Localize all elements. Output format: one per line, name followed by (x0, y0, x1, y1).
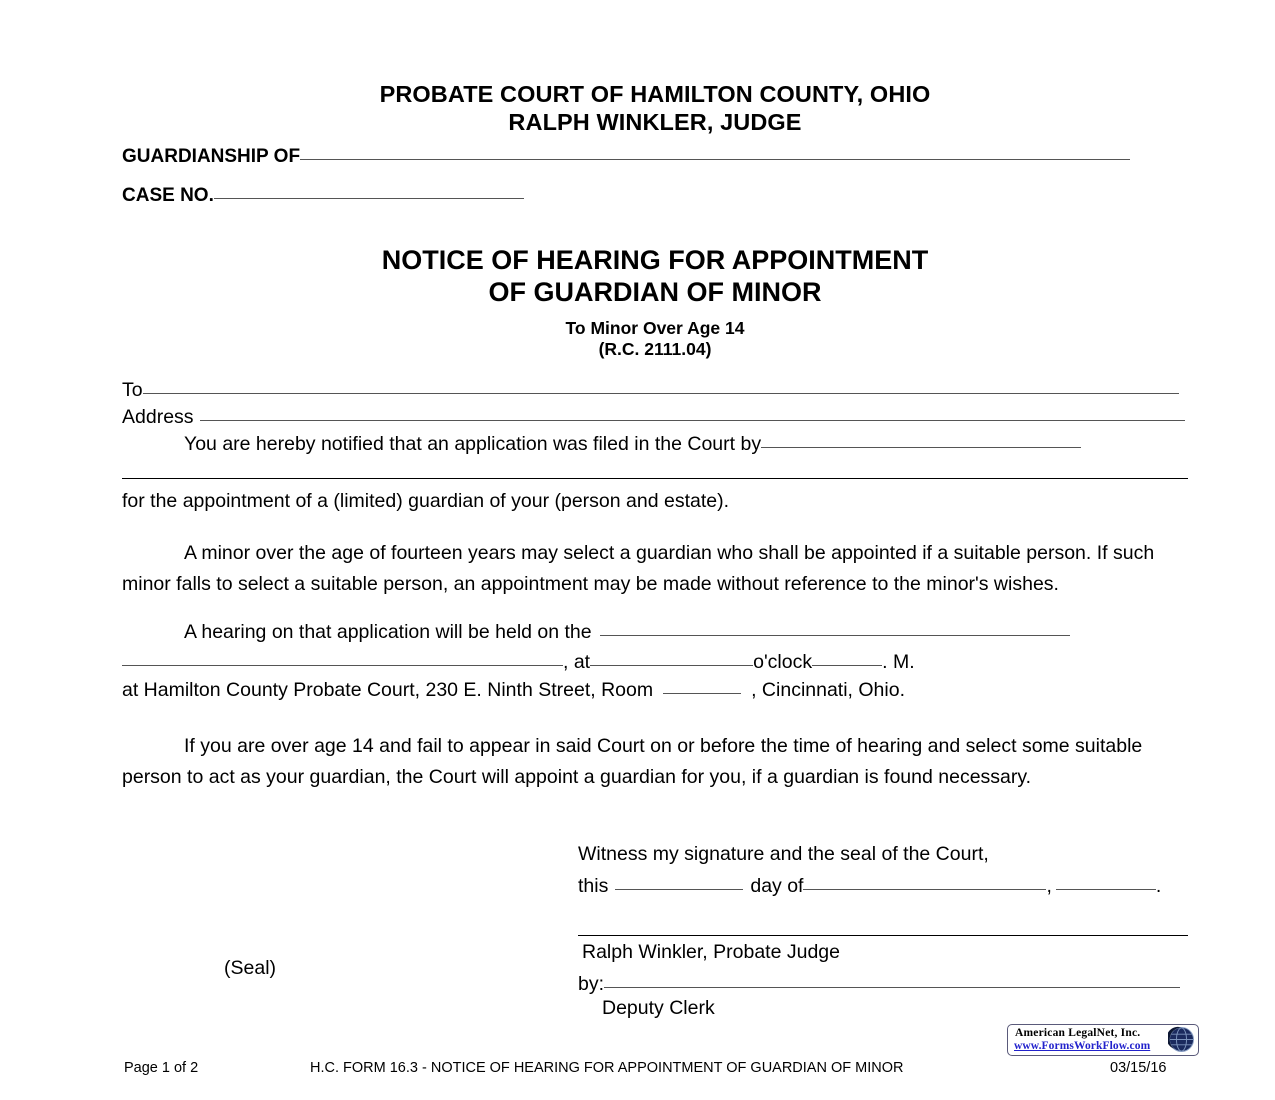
judge-signature-line[interactable] (578, 935, 1188, 936)
notice-purpose-text: for the appointment of a (limited) guardian of your (person and estate). (122, 490, 730, 512)
page-title (122, 244, 1188, 308)
hearing-time-input-line[interactable] (590, 665, 753, 666)
address-label: Address (122, 406, 194, 428)
hearing-date-continuation-line[interactable] (122, 665, 563, 666)
ampm-suffix: . M. (882, 651, 915, 673)
appearance-warning-paragraph (122, 731, 1182, 793)
deputy-signature-field (578, 972, 1180, 996)
deputy-signature-input-line[interactable] (604, 987, 1180, 988)
guardianship-label: GUARDIANSHIP OF (122, 146, 301, 167)
this-label: this (578, 875, 609, 897)
applicant-continuation-line[interactable] (122, 478, 1188, 479)
date-period: . (1155, 875, 1162, 897)
by-label: by: (578, 973, 605, 995)
deputy-clerk-text: Deputy Clerk (602, 997, 715, 1019)
oclock-label: o'clock (753, 651, 813, 673)
page-subtitle-line2: (R.C. 2111.04) (598, 339, 712, 359)
witness-text: Witness my signature and the seal of the Court, (578, 843, 989, 865)
hearing-location-line (122, 678, 905, 702)
case-number-label: CASE NO. (122, 185, 214, 206)
day-of-label: day of (750, 875, 804, 897)
notice-lead-text: You are hereby notified that an application was filed in the Court by (184, 433, 762, 455)
globe-icon (1168, 1026, 1195, 1053)
applicant-input-line[interactable] (761, 447, 1081, 448)
to-input-line[interactable] (143, 393, 1179, 394)
appearance-warning-text: If you are over age 14 and fail to appear in said Court on or before the time of hearing and select some suitable person to act as your guardian, the Court will appoint a guardian for you, if a guardian is found necessary. (122, 735, 1143, 788)
guardianship-input-line[interactable] (300, 159, 1130, 160)
minor-selection-text: A minor over the age of fourteen years may select a guardian who shall be appointed if a suitable person. If such minor falls to select a suitable person, an appointment may be made without reference to the minor's wishes. (122, 542, 1155, 595)
to-field (122, 378, 1179, 402)
hearing-location-suffix: , Cincinnati, Ohio. (751, 679, 905, 701)
court-name: PROBATE COURT OF HAMILTON COUNTY, OHIO (379, 81, 931, 107)
to-label: To (122, 379, 143, 401)
address-input-line[interactable] (200, 420, 1185, 421)
hearing-date-input-line[interactable] (600, 635, 1070, 636)
day-input-line[interactable] (615, 889, 743, 890)
date-comma: , (1046, 875, 1052, 897)
page-title-line1: NOTICE OF HEARING FOR APPOINTMENT (381, 245, 929, 275)
year-input-line[interactable] (1056, 889, 1156, 890)
hearing-location-prefix: at Hamilton County Probate Court, 230 E. Ninth Street, Room (122, 679, 654, 701)
witness-statement (578, 842, 989, 866)
judge-name-caption (582, 940, 840, 964)
month-input-line[interactable] (803, 889, 1046, 890)
case-number-field (122, 185, 524, 207)
hearing-prefix-text: A hearing on that application will be held on the (184, 621, 592, 643)
hearing-time-line (122, 650, 915, 674)
page-subtitle-line1: To Minor Over Age 14 (565, 318, 745, 338)
page-title-line2: OF GUARDIAN OF MINOR (488, 277, 822, 307)
seal-label: (Seal) (224, 957, 277, 979)
judge-name-text: Ralph Winkler, Probate Judge (582, 941, 840, 963)
american-legalnet-watermark (1007, 1024, 1199, 1056)
deputy-clerk-caption (602, 996, 715, 1020)
room-input-line[interactable] (663, 693, 741, 694)
notice-lead-line (122, 432, 1081, 456)
page-subtitle (122, 318, 1188, 360)
case-number-input-line[interactable] (214, 198, 524, 199)
notice-purpose-line (122, 489, 729, 513)
guardianship-field (122, 146, 1130, 168)
watermark-company-name: American LegalNet, Inc. (1015, 1027, 1141, 1039)
footer-page-number: Page 1 of 2 (124, 1060, 199, 1076)
hearing-date-line (122, 620, 1070, 644)
address-field (122, 405, 1185, 429)
footer-revision-date: 03/15/16 (1110, 1060, 1167, 1076)
seal-placeholder (224, 956, 276, 980)
hearing-comma-at: , at (563, 651, 591, 673)
footer-form-title: H.C. FORM 16.3 - NOTICE OF HEARING FOR APPOINTMENT OF GUARDIAN OF MINOR (310, 1060, 904, 1076)
judge-name: RALPH WINKLER, JUDGE (508, 109, 802, 135)
signature-date-line (578, 874, 1161, 898)
watermark-url-link[interactable]: www.FormsWorkFlow.com (1014, 1040, 1151, 1052)
minor-selection-paragraph (122, 538, 1188, 600)
ampm-input-line[interactable] (812, 665, 882, 666)
court-heading (122, 80, 1188, 136)
